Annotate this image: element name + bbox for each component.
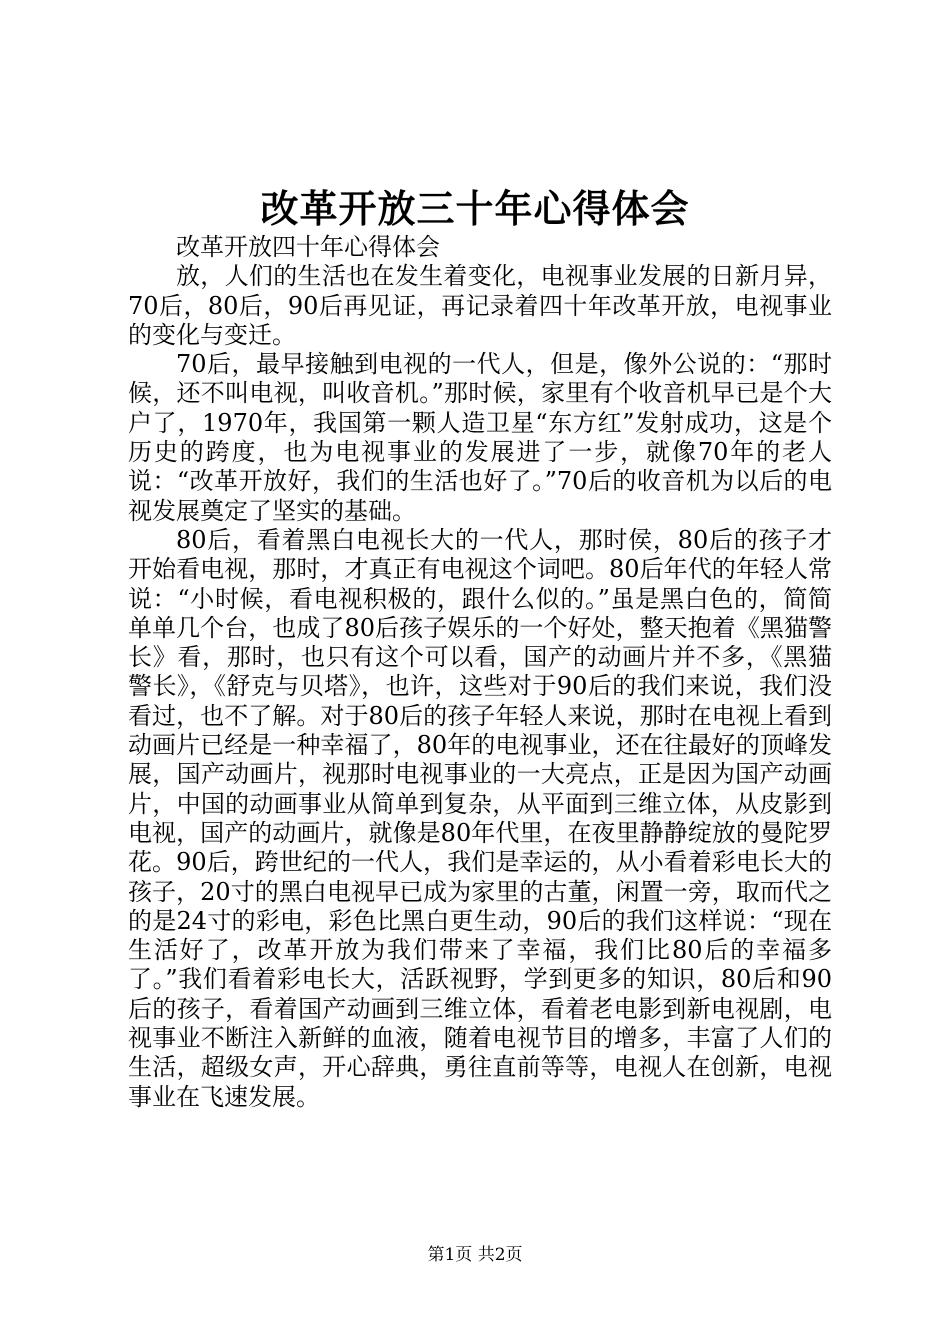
document-subtitle: 改革开放四十年心得体会	[176, 233, 440, 261]
paragraph: 80后，看着黑白电视长大的一代人，那时侯，80后的孩子才开始看电视，那时，才真正有电视这个词吧。80后年代的年轻人常说：“小时候，看电视积极的，跟什么似的。”虽是黑白色的，简简单单几个台，也成了80后孩子娱乐的一个好处，整天抱着《黑猫警长》看，那时，也只有这个可以看，国产的动画片并不多，《黑猫警长》，《舒克与贝塔》，也许，这些对于90后的我们来说，我们没看过，也不了解。对于80后的孩子年轻人来说，那时在电视上看到动画片已经是一种幸福了，80年的电视事业，还在往最好的顶峰发展，国产动画片，视那时电视事业的一大亮点，正是因为国产动画片，中国的动画事业从简单到复杂，从平面到三维立体，从皮影到电视，国产的动画片，就像是80年代里，在夜里静静绽放的曼陀罗花。90后，跨世纪的一代人，我们是幸运的，从小看着彩电长大的孩子，20寸的黑白电视早已成为家里的古董，闲置一旁，取而代之的是24寸的彩电，彩色比黑白更生动，90后的我们这样说：“现在生活好了，改革开放为我们带来了幸福，我们比80后的幸福多了。”我们看着彩电长大，活跃视野，学到更多的知识，80后和90后的孩子，看着国产动画到三维立体，看着老电影到新电视剧，电视事业不断注入新鲜的血液，随着电视节目的增多，丰富了人们的生活，超级女声，开心辞典，勇往直前等等，电视人在创新，电视事业在飞速发展。	[128, 525, 832, 1111]
paragraph: 放，人们的生活也在发生着变化，电视事业发展的日新月异，70后，80后，90后再见证，再记录着四十年改革开放，电视事业的变化与变迁。	[128, 262, 832, 349]
paragraph: 70后，最早接触到电视的一代人，但是，像外公说的：“那时候，还不叫电视，叫收音机。”那时候，家里有个收音机早已是个大户了，1970年，我国第一颗人造卫星“东方红”发射成功，这是个历史的跨度，也为电视事业的发展进了一步，就像70年的老人说：“改革开放好，我们的生活也好了。”70后的收音机为以后的电视发展奠定了坚实的基础。	[128, 350, 832, 525]
document-title: 改革开放三十年心得体会	[260, 186, 690, 231]
page-footer: 第1页 共2页	[427, 1245, 523, 1265]
document-body	[128, 233, 832, 1112]
